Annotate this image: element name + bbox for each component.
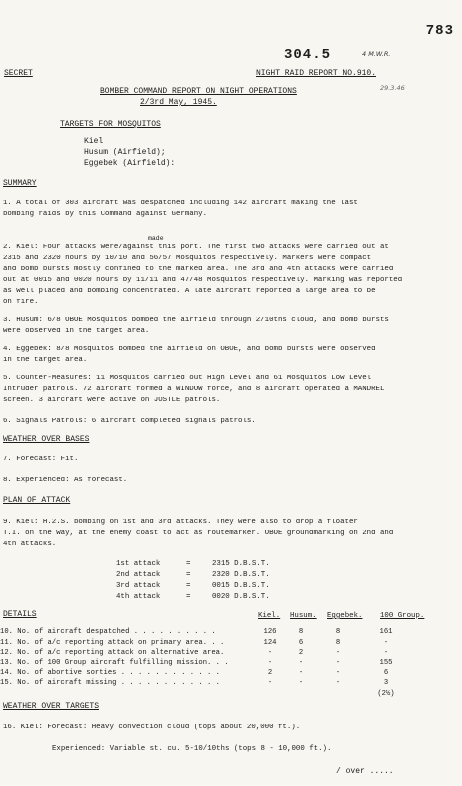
cell-husum: 6: [298, 638, 304, 647]
cell-kiel: 2: [267, 669, 273, 678]
counter-measures-line: 5. Counter-Measures: 11 Mosquitos carried out High Level and 61 Mosquitos Low Level: [3, 375, 372, 382]
table-row: [0, 638, 414, 648]
report-date: 2/3rd May, 1945.: [140, 98, 217, 107]
cell-eggebek: -: [335, 648, 341, 657]
target-kiel: Kiel: [84, 137, 104, 146]
handwritten-reference: 4 M.W.R.: [362, 50, 391, 58]
row-label: [0, 689, 256, 699]
cell-100-group: 6: [383, 669, 389, 678]
row-label: 10. No. of aircraft despatched . . . . . . . . . .: [0, 628, 216, 637]
weather-targets-heading: WEATHER OVER TARGETS: [3, 702, 100, 711]
column-header-100-group: 100 Group.: [380, 612, 425, 620]
cell-husum: [284, 689, 318, 699]
weather-bases-heading: WEATHER OVER BASES: [3, 435, 90, 444]
target-weather-experienced: Experienced: Variable st. cu. 5-10/10ths (tops 8 - 10,000 ft.).: [52, 745, 332, 753]
kiel-paragraph-line: 2. Kiel: Four attacks were/against this port. The first two attacks were carried out at: [3, 244, 389, 251]
report-title: BOMBER COMMAND REPORT ON NIGHT OPERATIONS: [100, 87, 297, 96]
details-heading: DETAILS: [3, 610, 37, 619]
cell-eggebek: -: [335, 669, 341, 678]
plan-line: T.I. on the way, at the enemy coast to act as routemarker. OBOE groundmarking on 2nd and: [3, 530, 394, 537]
cell-100-group: -: [383, 648, 389, 657]
row-label: 11. No. of a/c reporting attack on primary area. . .: [0, 638, 225, 647]
kiel-paragraph-line: and bomb bursts mostly confined to the marked area. The 3rd and 4th attacks were carried: [3, 266, 394, 273]
summary-line: 1. A total of 303 aircraft was despatched including 142 aircraft making the last: [3, 200, 358, 207]
cell-kiel: -: [267, 679, 273, 688]
cell-kiel: 124: [263, 638, 277, 647]
kiel-paragraph-line: out at 0015 and 0020 hours by 11/11 and 47/48 Mosquitos respectively. Marking was reported: [3, 277, 403, 284]
table-row: [0, 648, 414, 658]
row-label: 12. No. of a/c reporting attack on alternative area.: [0, 648, 225, 657]
cell-husum: -: [298, 679, 304, 688]
column-header-husum: Husum.: [290, 612, 317, 620]
attack-label: 4th attack: [116, 593, 161, 601]
cell-eggebek: [318, 689, 358, 699]
cell-eggebek: 8: [335, 628, 341, 637]
plan-heading: PLAN OF ATTACK: [3, 496, 71, 505]
statistics-table: [0, 628, 414, 699]
attack-label: 2nd attack: [116, 571, 161, 579]
signals-patrols-line: 6. Signals Patrols: 6 aircraft completed signals patrols.: [3, 418, 256, 425]
target-weather-forecast: 16. Kiel: Forecast: Heavy convection cloud (tops about 20,000 ft.).: [3, 724, 301, 731]
counter-measures-line: screen. 3 aircraft were active on JOSTLE patrols.: [3, 397, 221, 404]
target-eggebek: Eggebek (Airfield):: [84, 159, 176, 168]
cell-husum: 2: [298, 648, 304, 657]
page-number: 783: [425, 23, 454, 39]
kiel-paragraph-line: 2315 and 2320 hours by 10/10 and 56/57 Mosquitos respectively. Markers were compact: [3, 255, 372, 262]
cell-100-group: -: [383, 638, 389, 647]
table-row: [0, 659, 414, 669]
date-stamp: 29.3.46: [380, 84, 405, 92]
reference-stamp: 304.5: [284, 47, 332, 63]
kiel-paragraph-line: on fire.: [3, 299, 39, 306]
secret-label: SECRET: [4, 69, 33, 78]
column-header-eggebek: Eggebek.: [327, 612, 363, 620]
row-label: 14. No. of abortive sorties . . . . . . . . . . . .: [0, 669, 220, 678]
table-row: [0, 689, 414, 699]
husum-paragraph-line: 3. Husum: 6/8 OBOE Mosquitos bombed the airfield through 2/10ths cloud, and bomb bursts: [3, 317, 389, 324]
table-row: [0, 628, 414, 638]
cell-100-group: 3: [383, 679, 389, 688]
cell-100-group: (2½): [377, 689, 395, 698]
kiel-paragraph-line: as well placed and bombing concentrated. A late aircraft reported a large area to be: [3, 288, 376, 295]
inserted-word: made: [148, 235, 164, 242]
plan-line: 9. Kiel: H.2.S. bombing on 1st and 3rd attacks. They were also to drop a floater: [3, 519, 358, 526]
column-header-kiel: Kiel.: [258, 612, 281, 620]
attack-label: 1st attack: [116, 560, 161, 568]
cell-husum: -: [298, 669, 304, 678]
weather-forecast: 7. Forecast: Fit.: [3, 456, 79, 463]
attack-time: 0020 D.B.S.T.: [212, 593, 270, 601]
eggebek-paragraph-line: 4. Eggebek: 8/8 Mosquitos bombed the airfield on OBOE, and bomb bursts were observed: [3, 346, 376, 353]
attack-equals: =: [186, 571, 191, 579]
cell-husum: 8: [298, 628, 304, 637]
attack-time: 0015 D.B.S.T.: [212, 582, 270, 590]
cell-eggebek: -: [335, 659, 341, 668]
cell-kiel: 126: [263, 628, 277, 637]
target-husum: Husum (Airfield);: [84, 148, 166, 157]
cell-100-group: 161: [379, 628, 393, 637]
row-label: 15. No. of aircraft missing . . . . . . . . . . . .: [0, 679, 220, 688]
attack-time: 2315 D.B.S.T.: [212, 560, 270, 568]
cell-eggebek: 8: [335, 638, 341, 647]
cell-eggebek: -: [335, 679, 341, 688]
weather-experienced: 8. Experienced: As forecast.: [3, 477, 128, 484]
eggebek-paragraph-line: in the target area.: [3, 357, 88, 364]
attack-time: 2320 D.B.S.T.: [212, 571, 270, 579]
cell-kiel: -: [267, 659, 273, 668]
attack-label: 3rd attack: [116, 582, 161, 590]
page-continues: / over .....: [336, 767, 394, 776]
cell-husum: -: [298, 659, 304, 668]
cell-kiel: -: [267, 648, 273, 657]
attack-equals: =: [186, 560, 191, 568]
targets-heading: TARGETS FOR MOSQUITOS: [60, 120, 161, 129]
attack-equals: =: [186, 593, 191, 601]
counter-measures-line: Intruder patrols. 72 aircraft formed a WINDOW force, and 8 aircraft operated a MANDREL: [3, 386, 385, 393]
cell-kiel: [256, 689, 284, 699]
husum-paragraph-line: were observed in the target area.: [3, 328, 150, 335]
plan-line: 4th attacks.: [3, 541, 57, 548]
table-row: [0, 669, 414, 679]
summary-heading: SUMMARY: [3, 179, 37, 188]
table-row: [0, 679, 414, 689]
report-number: NIGHT RAID REPORT NO.910.: [256, 69, 377, 78]
summary-line: bombing raids by this Command against Germany.: [3, 211, 208, 218]
attack-equals: =: [186, 582, 191, 590]
row-label: 13. No. of 100 Group aircraft fulfilling mission. . .: [0, 659, 229, 668]
cell-100-group: 155: [379, 659, 393, 668]
